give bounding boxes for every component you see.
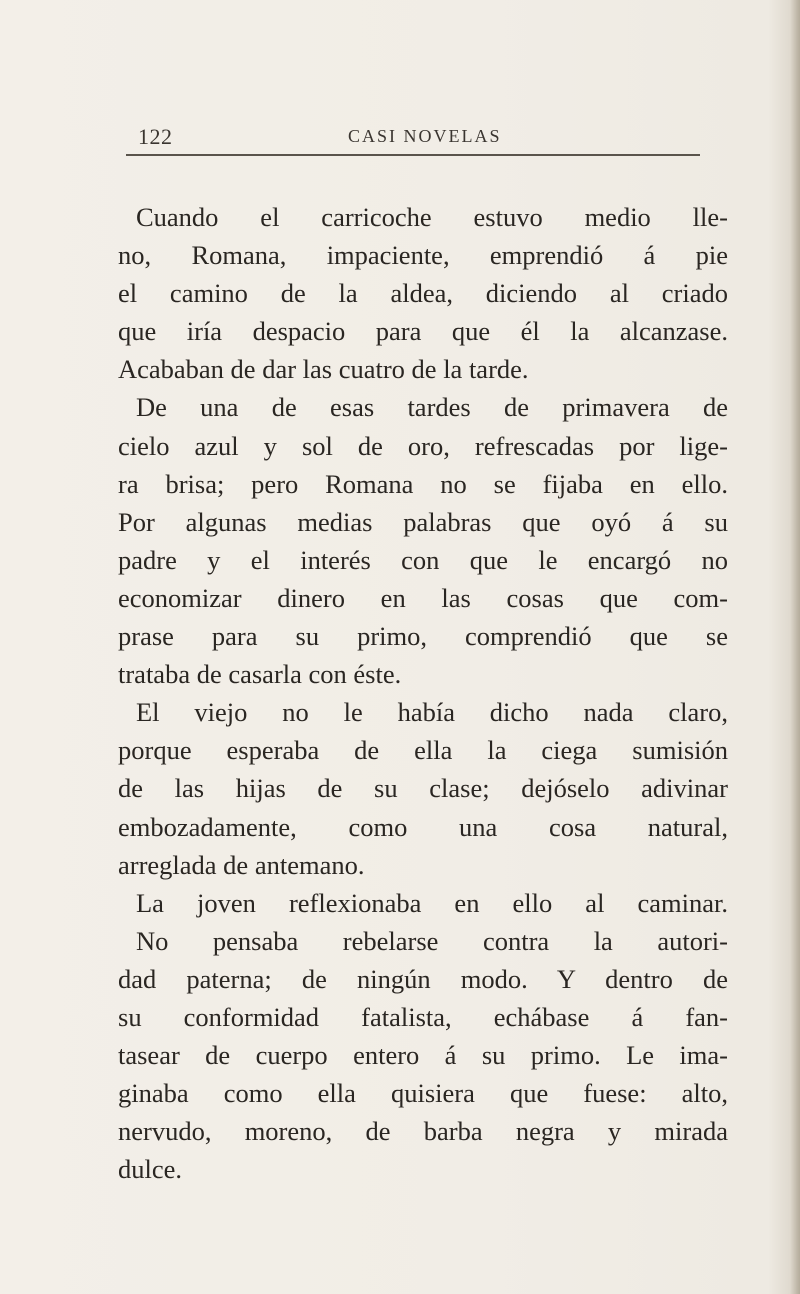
body-text	[118, 198, 728, 1188]
text-line: La joven reflexionaba en ello al caminar.	[136, 887, 728, 918]
text-line: tasear de cuerpo entero á su primo. Le ima-	[118, 1040, 728, 1071]
text-line: No pensaba rebelarse contra la autori-	[136, 925, 728, 956]
running-title: CASI NOVELAS	[348, 126, 502, 146]
text-line: Por algunas medias palabras que oyó á su	[118, 506, 728, 537]
text-line: arreglada de antemano.	[118, 849, 365, 880]
page-number: 122	[138, 124, 173, 149]
text-line: De una de esas tardes de primavera de	[136, 392, 728, 423]
text-line: padre y el interés con que le encargó no	[118, 544, 728, 575]
text-line: de las hijas de su clase; dejóselo adivinar	[118, 773, 728, 804]
text-line: El viejo no le había dicho nada claro,	[136, 697, 728, 728]
page-header	[138, 124, 698, 154]
text-line: economizar dinero en las cosas que com-	[118, 582, 728, 613]
text-line: ra brisa; pero Romana no se fijaba en ello.	[118, 468, 728, 499]
text-line: trataba de casarla con éste.	[118, 659, 402, 690]
text-line: prase para su primo, comprendió que se	[118, 621, 728, 652]
text-line: el camino de la aldea, diciendo al criado	[118, 278, 728, 309]
text-line: Cuando el carricoche estuvo medio lle-	[136, 202, 728, 232]
text-line: cielo azul y sol de oro, refrescadas por lige-	[118, 430, 728, 461]
text-line: Acababan de dar las cuatro de la tarde.	[118, 354, 529, 385]
text-line: nervudo, moreno, de barba negra y mirada	[118, 1116, 728, 1147]
text-line: no, Romana, impaciente, emprendió á pie	[118, 240, 728, 271]
text-line: porque esperaba de ella la ciega sumisión	[118, 735, 728, 766]
page-edge-shadow	[790, 0, 800, 1294]
header-rule	[126, 154, 700, 156]
text-line: embozadamente, como una cosa natural,	[118, 811, 728, 842]
text-line: dulce.	[118, 1154, 183, 1185]
text-line: dad paterna; de ningún modo. Y dentro de	[118, 963, 728, 994]
text-line: que iría despacio para que él la alcanzase.	[118, 316, 728, 347]
text-line: su conformidad fatalista, echábase á fan-	[118, 1001, 728, 1032]
text-line: ginaba como ella quisiera que fuese: alto,	[118, 1078, 728, 1109]
